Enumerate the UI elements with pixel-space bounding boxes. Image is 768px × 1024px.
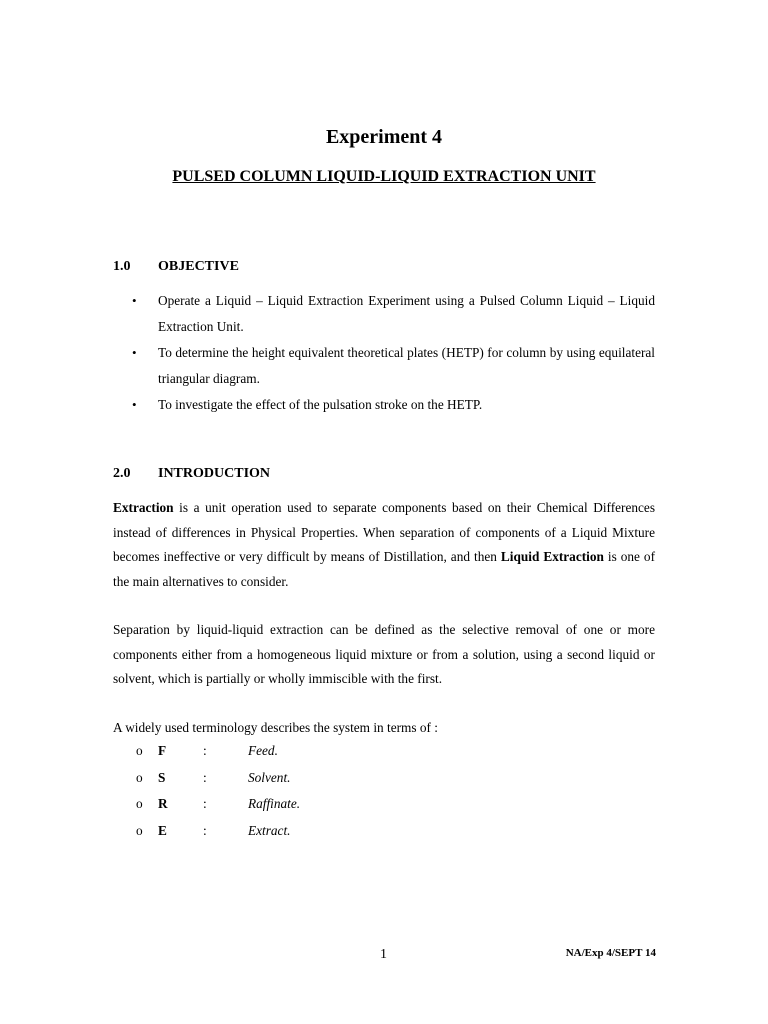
page-subtitle: PULSED COLUMN LIQUID-LIQUID EXTRACTION UNIT — [172, 168, 596, 185]
term-letter: F — [158, 743, 167, 758]
term-separator: : — [203, 822, 207, 838]
circle-bullet-icon: o — [136, 743, 143, 758]
intro-paragraph-1 — [113, 496, 655, 594]
circle-bullet-icon: o — [136, 796, 143, 811]
term-letter: R — [158, 796, 168, 811]
term-separator: : — [203, 743, 207, 758]
term-letter: E — [158, 822, 167, 838]
list-item-text: To investigate the effect of the pulsation stroke on the HETP. — [158, 397, 483, 412]
bullet-icon: • — [132, 397, 137, 412]
bold-term: Extraction — [113, 500, 174, 515]
term-meaning: Feed. — [248, 743, 278, 758]
term-meaning: Solvent. — [248, 769, 291, 785]
section-number: 1.0 — [113, 259, 131, 274]
terminology-list — [136, 738, 300, 844]
term-item — [136, 765, 300, 792]
bullet-icon: • — [132, 293, 137, 308]
term-separator: : — [203, 796, 207, 811]
term-separator: : — [203, 769, 207, 785]
list-item — [132, 340, 655, 392]
section-number: 2.0 — [113, 466, 131, 481]
section-title: INTRODUCTION — [158, 466, 271, 481]
page-title: Experiment 4 — [325, 126, 443, 148]
list-item — [132, 392, 655, 418]
paragraph-text: is one of the main alternatives to consider. — [113, 549, 655, 589]
term-item — [136, 738, 300, 765]
bold-term: Liquid Extraction — [500, 549, 604, 564]
section-title: OBJECTIVE — [158, 259, 239, 274]
list-item-text: Operate a Liquid – Liquid Extraction Experiment using a Pulsed Column Liquid – Liquid Extraction Unit. — [158, 293, 655, 334]
intro-paragraph-2: Separation by liquid-liquid extraction can be defined as the selective removal of one or more components either from a homogeneous liquid mixture or from a solution, using a second liquid or solvent, which is partially or wholly immiscible with the first. — [113, 622, 655, 686]
term-meaning: Extract. — [248, 822, 291, 838]
paragraph-text: is a unit operation used to separate components based on their Chemical Differences instead of differences in Physical Properties. When separation of components of a Liquid Mixture becomes ineffective or very difficult by means of Distillation, and then — [113, 500, 655, 564]
circle-bullet-icon: o — [136, 769, 143, 785]
objective-list — [132, 288, 655, 418]
section-heading-objective — [113, 259, 239, 275]
term-item — [136, 818, 300, 845]
footer-document-code: NA/Exp 4/SEPT 14 — [565, 947, 656, 959]
intro-paragraph-3: A widely used terminology describes the system in terms of : — [113, 720, 438, 735]
term-letter: S — [158, 769, 166, 785]
list-item — [132, 288, 655, 340]
term-meaning: Raffinate. — [248, 796, 301, 811]
page-number: 1 — [380, 947, 387, 962]
list-item-text: To determine the height equivalent theoretical plates (HETP) for column by using equilateral triangular diagram. — [158, 345, 655, 386]
circle-bullet-icon: o — [136, 822, 143, 838]
section-heading-introduction — [113, 466, 270, 482]
bullet-icon: • — [132, 345, 137, 360]
term-item — [136, 791, 300, 818]
